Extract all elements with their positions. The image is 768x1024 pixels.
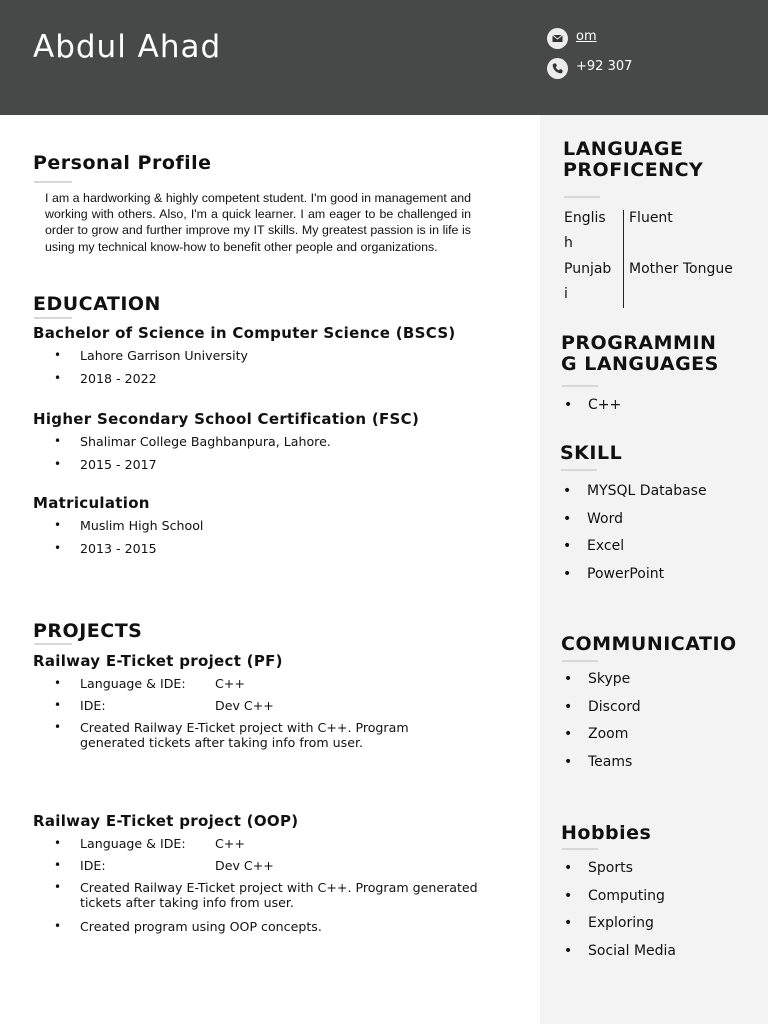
education-details [34, 348, 248, 386]
hobbies-list [562, 860, 676, 970]
project-language [34, 676, 409, 698]
education-degree: Bachelor of Science in Computer Science (BSCS) [33, 324, 456, 342]
project-ide-value: Dev C++ [215, 698, 274, 713]
skill-underline [561, 469, 597, 471]
project-ide [34, 858, 478, 880]
language-name [564, 257, 611, 307]
hobby-item: • Exploring [562, 915, 676, 943]
project-description-line: Created Railway E-Ticket project with C++. Program generated [80, 880, 478, 895]
language-name-part: i [564, 286, 568, 302]
hobby-item: • Social Media [562, 943, 676, 971]
skill-item: • Word [561, 511, 707, 539]
education-school: • Shalimar College Baghbanpura, Lahore. [34, 434, 331, 457]
language-divider [623, 210, 624, 308]
education-degree: Matriculation [33, 494, 150, 512]
communication-item: • Zoom [562, 726, 641, 754]
project-details [34, 836, 478, 934]
language-heading [563, 139, 703, 181]
project-description [34, 880, 478, 919]
education-years: • 2015 - 2017 [34, 457, 331, 472]
language-name-part: Englis [564, 210, 606, 226]
project-language [34, 836, 478, 858]
skill-item: • MYSQL Database [561, 483, 707, 511]
hobbies-underline [562, 848, 598, 850]
phone-icon [547, 58, 568, 79]
project-language-value: C++ [215, 676, 245, 691]
project-extra: • Created program using OOP concepts. [34, 919, 478, 934]
project-ide [34, 698, 409, 720]
education-degree: Higher Secondary School Certification (FSC) [33, 410, 420, 428]
communication-item: • Discord [562, 699, 641, 727]
project-description [34, 720, 409, 750]
education-years: • 2018 - 2022 [34, 371, 248, 386]
communication-item: • Skype [562, 671, 641, 699]
project-description-line: generated tickets after taking info from user. [80, 735, 363, 750]
project-title: Railway E-Ticket project (OOP) [33, 812, 299, 830]
programming-item: • C++ [562, 397, 621, 425]
envelope-icon [547, 28, 568, 49]
hobby-item: • Computing [562, 888, 676, 916]
education-years: • 2013 - 2015 [34, 541, 203, 556]
skill-list [561, 483, 707, 593]
communication-underline [562, 660, 598, 662]
project-ide-value: Dev C++ [215, 858, 274, 873]
education-school: • Muslim High School [34, 518, 203, 541]
education-details [34, 518, 203, 556]
language-level: Mother Tongue [629, 261, 733, 277]
profile-heading: Personal Profile [33, 152, 212, 174]
education-details [34, 434, 331, 472]
project-title: Railway E-Ticket project (PF) [33, 652, 283, 670]
hobby-item: • Sports [562, 860, 676, 888]
education-heading: EDUCATION [33, 293, 161, 315]
language-underline [564, 196, 600, 198]
programming-underline [562, 385, 598, 387]
email-link[interactable]: om [576, 29, 597, 44]
project-language-value: C++ [215, 836, 245, 851]
language-heading-line: PROFICENCY [563, 159, 704, 181]
language-level: Fluent [629, 210, 673, 226]
programming-heading [561, 333, 719, 375]
project-language-label: Language & IDE: [80, 676, 186, 691]
communication-list [562, 671, 641, 781]
skill-heading: SKILL [560, 442, 623, 464]
skill-item: • PowerPoint [561, 566, 707, 594]
profile-text: I am a hardworking & highly competent student. I'm good in management and working with others. Also, I'm a quick learner. I am eager to be challenged in order to grow and further improve my IT skills. My greatest passion is in life is using my technical know-how to benefit other people and organizations. [45, 191, 471, 254]
profile-underline [34, 181, 72, 183]
programming-list [562, 397, 621, 425]
language-heading-line: LANGUAGE [563, 138, 684, 160]
phone-number: +92 307 [576, 59, 633, 74]
programming-heading-line: G LANGUAGES [561, 353, 719, 375]
language-name-part: h [564, 235, 573, 251]
project-language-label: Language & IDE: [80, 836, 186, 851]
projects-underline [34, 643, 72, 645]
skill-item: • Excel [561, 538, 707, 566]
communication-item: • Teams [562, 754, 641, 782]
project-ide-label: IDE: [80, 698, 106, 713]
project-ide-label: IDE: [80, 858, 106, 873]
project-description-line: Created Railway E-Ticket project with C++. Program [80, 720, 409, 735]
hobbies-heading: Hobbies [561, 822, 652, 844]
language-name [564, 206, 606, 256]
projects-heading: PROJECTS [33, 620, 143, 642]
communication-heading: COMMUNICATIO [561, 633, 737, 655]
candidate-name: Abdul Ahad [33, 29, 222, 65]
education-underline [34, 317, 72, 319]
project-description-line: tickets after taking info from user. [80, 895, 294, 910]
project-details [34, 676, 409, 750]
education-school: • Lahore Garrison University [34, 348, 248, 371]
language-name-part: Punjab [564, 261, 612, 277]
programming-heading-line: PROGRAMMIN [561, 332, 717, 354]
